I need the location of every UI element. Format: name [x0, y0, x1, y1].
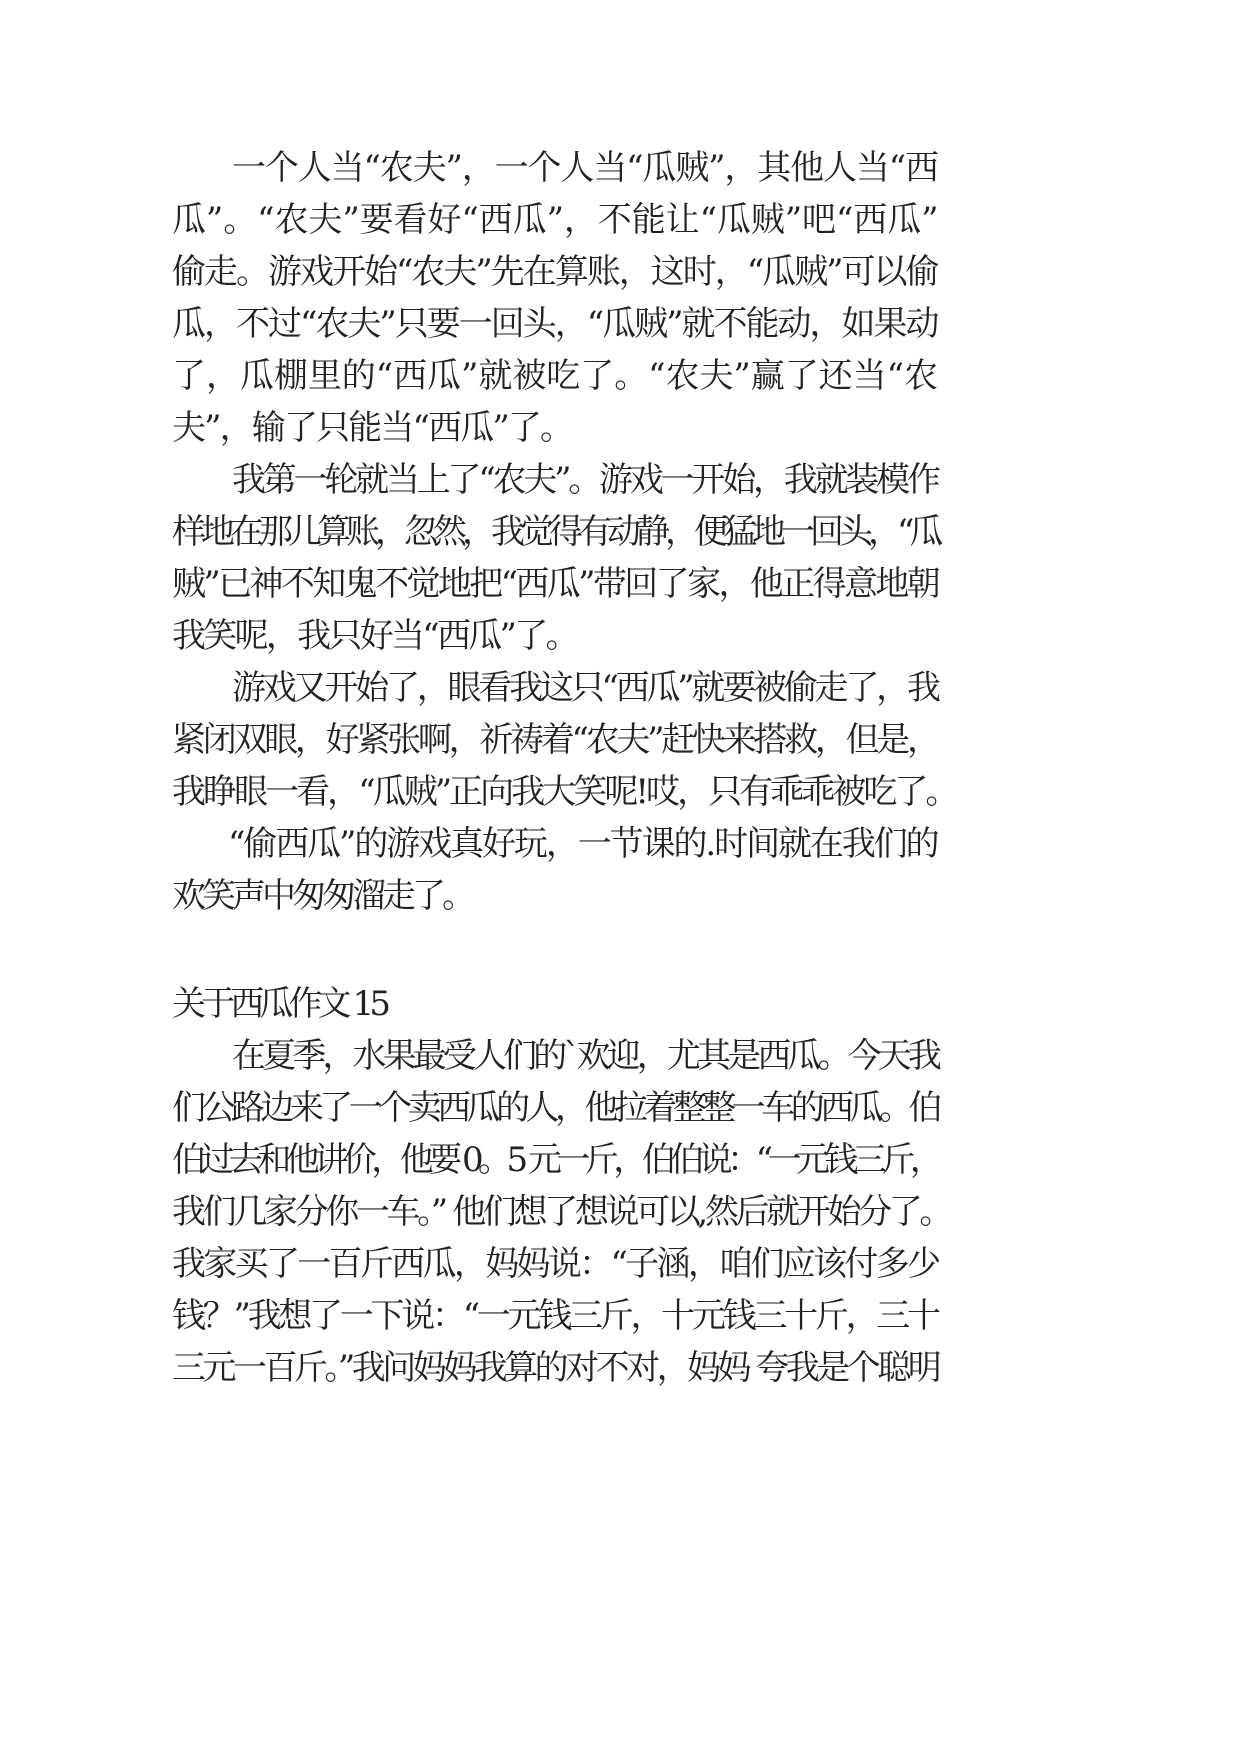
text-line: 伯过去和他讲价，他要 0。5 元一斤，伯伯说：“一元钱三斤， [172, 1140, 939, 1180]
text-line: 游戏又开始了，眼看我这只“西瓜”就要被偷走了，我 [232, 668, 938, 708]
text-line: 我家买了一百斤西瓜，妈妈说：“子涵，咱们应该付多少 [172, 1244, 939, 1284]
text-line: 样地在那儿算账，忽然，我觉得有动静，便猛地一回头，“瓜 [172, 512, 939, 552]
text-line: 紧闭双眼，好紧张啊，祈祷着“农夫”赶快来搭救，但是， [172, 720, 938, 760]
text-line: 了，瓜棚里的“西瓜”就被吃了。“农夫”赢了还当“农 [172, 356, 938, 396]
text-line: 我睁眼一看，“瓜贼”正向我大笑呢!哎，只有乖乖被吃了。 [172, 772, 957, 812]
text-line: 钱？”我想了一下说：“一元钱三斤，十元钱三十斤，三十 [172, 1296, 938, 1336]
text-line: 欢笑声中匆匆溜走了。 [172, 876, 472, 916]
text-line: 我们几家分你一车。” 他们想了想说可以,然后就开始分了。 [172, 1192, 950, 1232]
text-line: 我笑呢，我只好当“西瓜”了。 [172, 616, 577, 656]
text-line: 瓜”。“农夫”要看好“西瓜”，不能让“瓜贼”吧“西瓜” [172, 200, 939, 240]
text-line: 们公路边来了一个卖西瓜的人，他拉着整整一车的西瓜。伯 [172, 1088, 938, 1128]
text-line: 三元一百斤。”我问妈妈我算的对不对，妈妈 夸我是个聪明 [172, 1348, 939, 1388]
text-line: 在夏季，水果最受人们的`欢迎，尤其是西瓜。今天我 [232, 1036, 938, 1076]
section-heading: 关于西瓜作文 15 [172, 984, 387, 1024]
text-line: 一个人当“农夫”，一个人当“瓜贼”，其他人当“西 [232, 148, 938, 188]
text-line: “偷西瓜”的游戏真好玩，一节课的.时间就在我们的 [228, 824, 938, 864]
text-line: 夫”，输了只能当“西瓜”了。 [172, 408, 573, 448]
text-line: 贼”已神不知鬼不觉地把“西瓜”带回了家，他正得意地朝 [172, 564, 939, 604]
text-line: 偷走。游戏开始“农夫”先在算账，这时，“瓜贼”可以偷 [172, 252, 938, 292]
text-line: 瓜，不过“农夫”只要一回头，“瓜贼”就不能动，如果动 [172, 304, 938, 344]
text-line: 我第一轮就当上了“农夫”。游戏一开始，我就装模作 [232, 460, 938, 500]
